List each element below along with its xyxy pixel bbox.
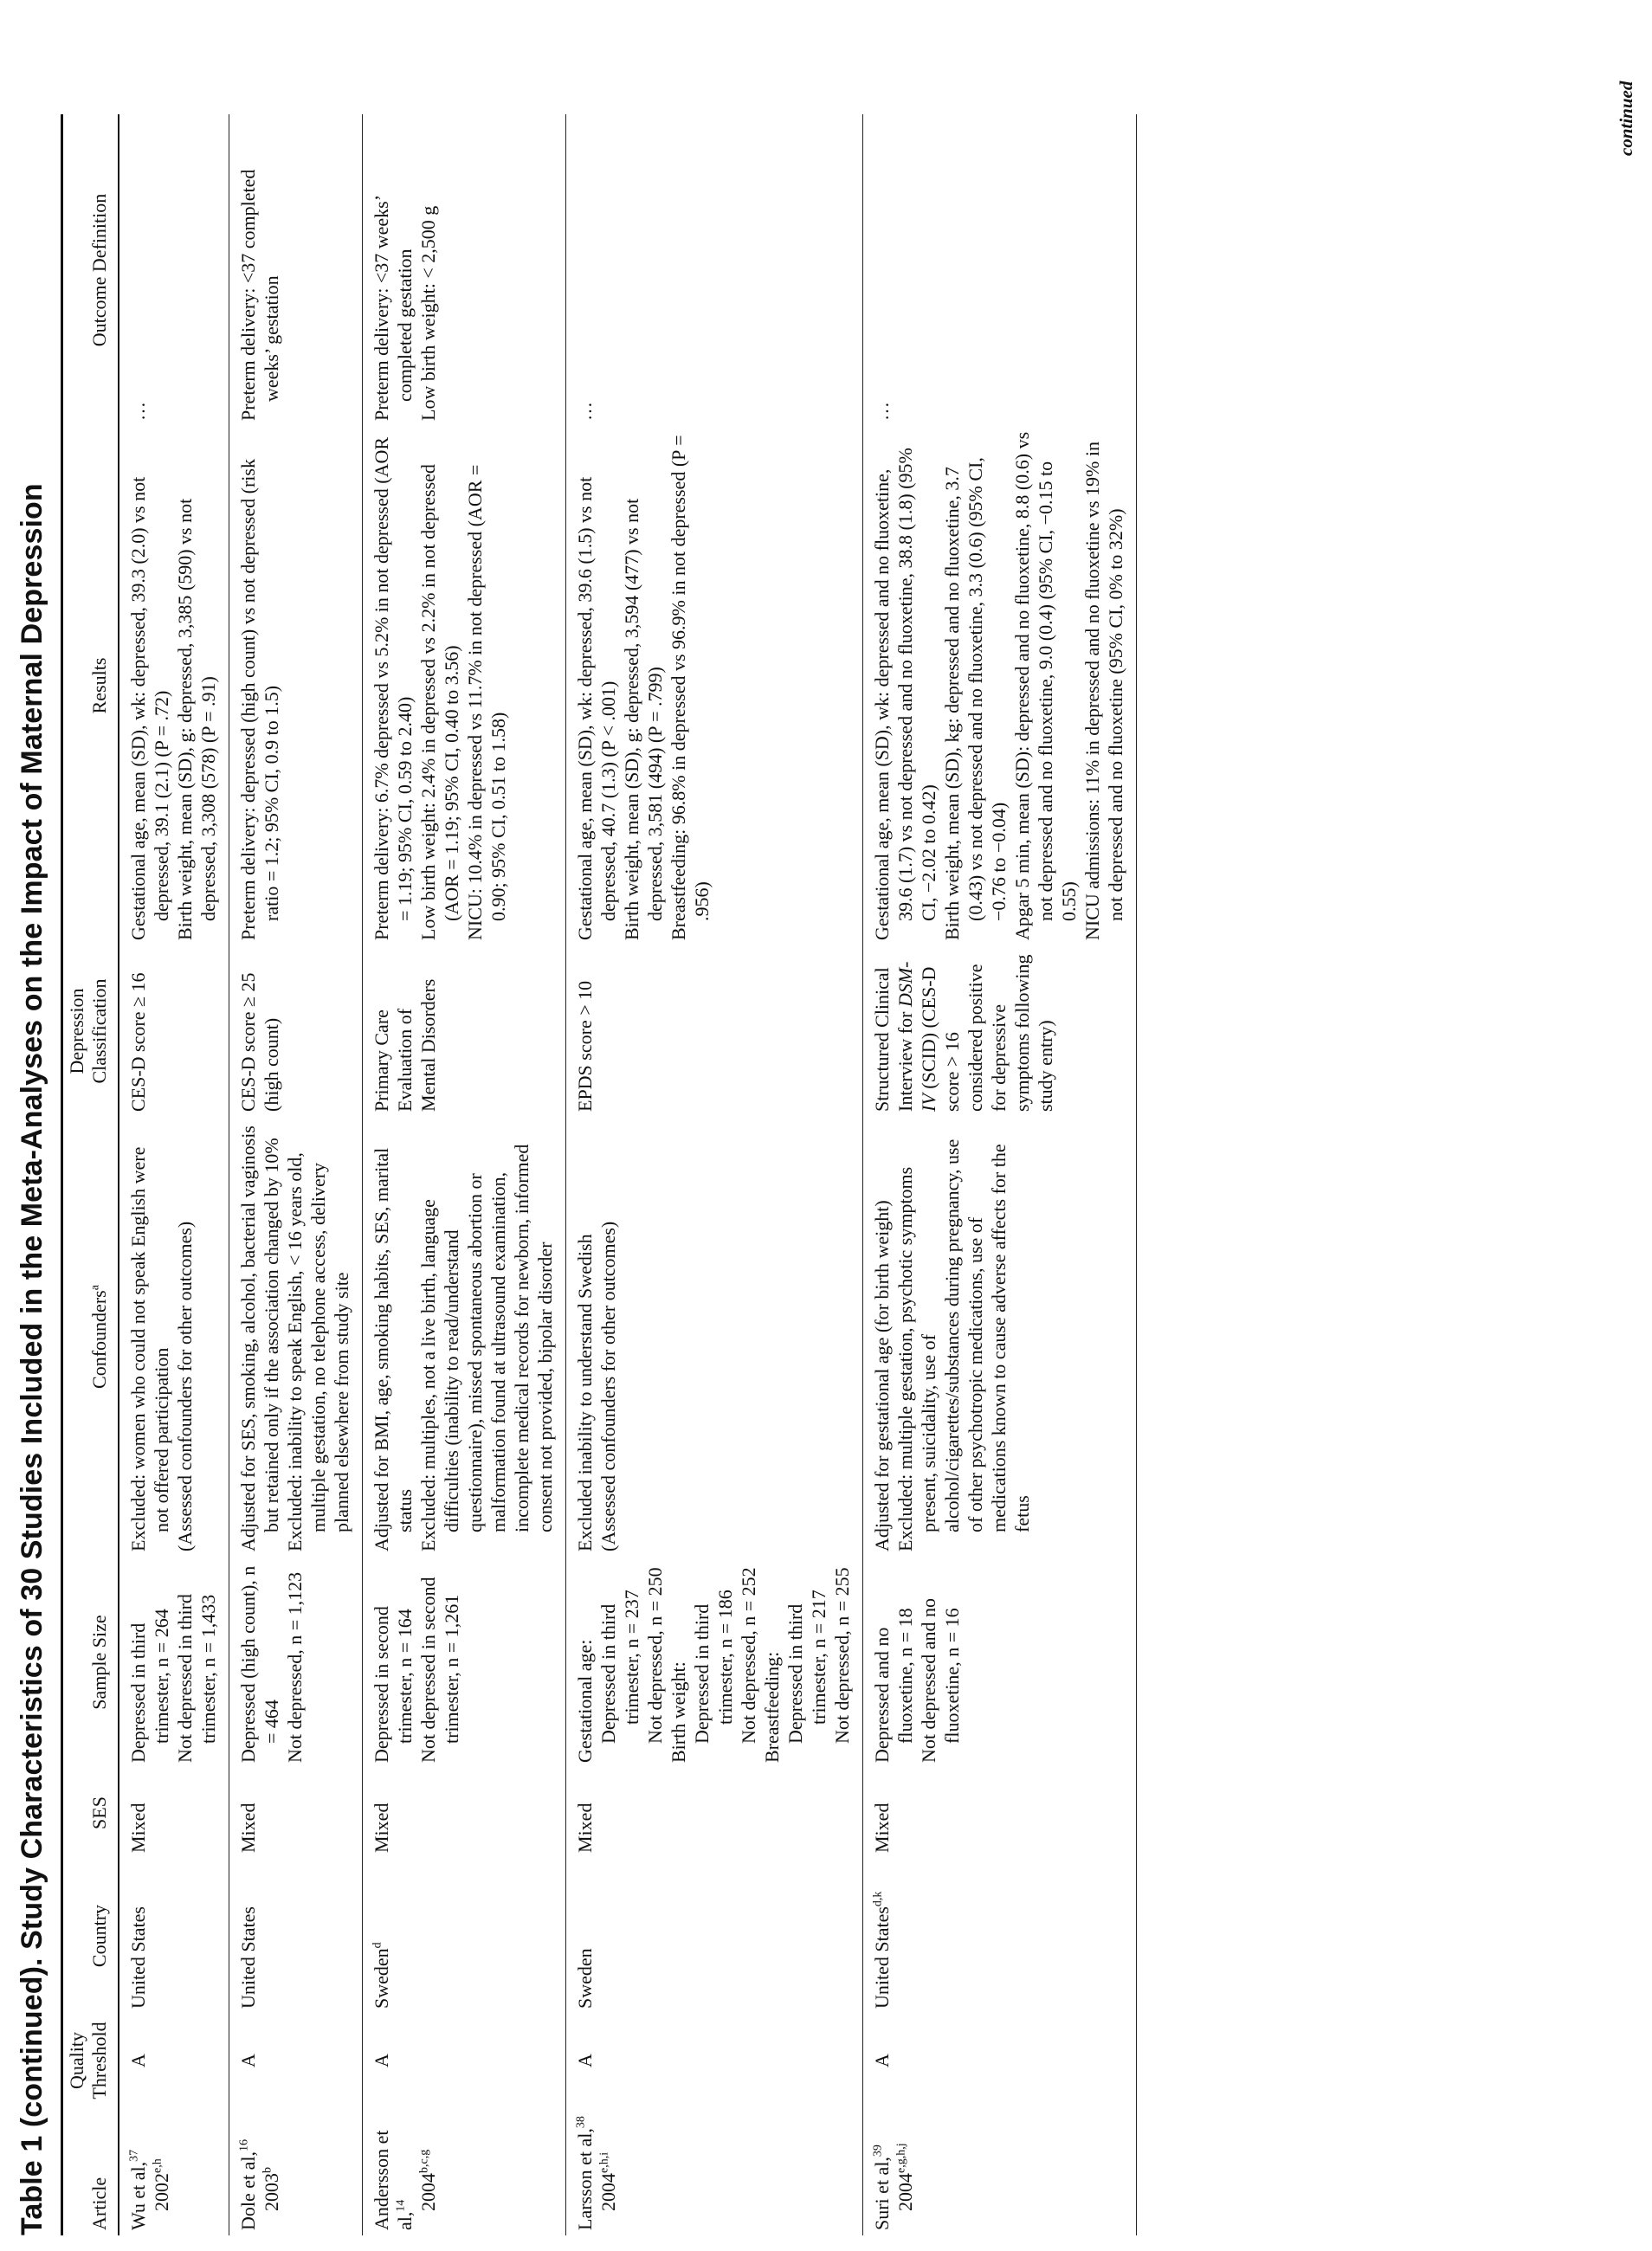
cell-ses (363, 1768, 566, 1858)
cell-ses (863, 1768, 1137, 1858)
result-line: Gestational age, mean (SD), wk: depressed, 39.3 (2.0) vs not depressed, 39.1 (2.1) (P = .72) (127, 476, 172, 940)
cell-ses (229, 1768, 363, 1858)
header-results: Results (64, 426, 119, 945)
quality-value: A (871, 2054, 893, 2067)
ses-value: Mixed (871, 1803, 893, 1853)
table-row (363, 114, 566, 2235)
sample-line: Depressed in third trimester, n = 237 (597, 1590, 642, 1744)
confounder-line: Adjusted for SES, smoking, alcohol, bacterial vaginosis but retained only if the association changed by 10% (237, 1126, 282, 1551)
cell-depression-classification (863, 945, 1137, 1117)
confounder-line: Excluded: multiples, not a live birth, language difficulties (inability to read/understand questionnaire), missed spontaneous abortion or malformation found at ultrasound examination, incomplete medical records for newborn, informed consent not provided, bipolar disorder (417, 1144, 556, 1551)
cell-article (566, 2107, 863, 2235)
country-value: Sweden (371, 1948, 392, 2009)
sample-group-label: Gestational age: (574, 1639, 596, 1763)
outcome-line: … (574, 402, 596, 421)
sample-group-label: Breastfeeding: (761, 1651, 783, 1763)
depression-text: CES-D score ≥ 25 (high count) (237, 972, 282, 1112)
quality-value: A (574, 2054, 596, 2067)
country-value: United States (127, 1906, 149, 2009)
sample-line: Depressed in second trimester, n = 164 (371, 1606, 416, 1763)
sample-line: Not depressed in third trimester, n = 1,433 (174, 1594, 219, 1763)
cell-article (863, 2107, 1137, 2235)
table-row (119, 114, 229, 2235)
article-author-text: Larsson et al, (574, 2128, 596, 2230)
result-line: Birth weight, mean (SD), g: depressed, 3,385 (590) vs not depressed, 3,308 (578) (P = .91) (174, 498, 219, 940)
sample-line: Depressed in third trimester, n = 186 (691, 1590, 736, 1744)
country-value: United States (237, 1906, 259, 2009)
cell-confounders (863, 1117, 1137, 1557)
cell-country (863, 1858, 1137, 2014)
confounder-line: Excluded: inability to speak English, < 16 years old, multiple gestation, no telephone access, delivery planned elsewhere from study site (284, 1152, 352, 1551)
table-row (566, 114, 863, 2235)
cell-quality-threshold (119, 2014, 229, 2107)
article-author-text: Wu et al, (127, 2161, 149, 2230)
article-author-text: Suri et al, (871, 2157, 893, 2230)
confounder-line: Adjusted for gestational age (for birth weight) (871, 1200, 893, 1551)
sample-line: Depressed and no fluoxetine, n = 18 (871, 1608, 916, 1763)
sample-group-label: Birth weight: (668, 1661, 689, 1763)
cell-results (566, 426, 863, 945)
cell-results (119, 426, 229, 945)
article-author-text: Dole et al, (237, 2151, 259, 2230)
header-confounders: Confounders$^a$ (64, 1117, 119, 1557)
article-footnote-marks: e,g,h,j (894, 2143, 908, 2173)
result-line: Preterm delivery: 6.7% depressed vs 5.2% in not depressed (AOR = 1.19; 95% CI, 0.59 to 2.40) (371, 436, 416, 940)
outcome-line: … (871, 402, 893, 421)
header-sample-size: Sample Size (64, 1557, 119, 1768)
confounder-line: Excluded inability to understand Swedish (574, 1234, 596, 1551)
article-footnote-marks: e,h (151, 2158, 165, 2173)
sample-line: Not depressed, n = 255 (831, 1567, 853, 1744)
cell-outcome-definition (566, 114, 863, 426)
sample-line: Not depressed, n = 250 (644, 1567, 666, 1744)
cell-outcome-definition (863, 114, 1137, 426)
cell-quality-threshold (566, 2014, 863, 2107)
cell-confounders (119, 1117, 229, 1557)
cell-confounders (566, 1117, 863, 1557)
article-footnote-marks: e,h,i (597, 2151, 611, 2173)
article-author-text: Andersson et al, (371, 2130, 416, 2230)
cell-ses (566, 1768, 863, 1858)
outcome-line: Preterm delivery: <37 weeks’ completed gestation (371, 196, 416, 421)
cell-confounders (363, 1117, 566, 1557)
cell-quality-threshold (229, 2014, 363, 2107)
cell-outcome-definition (363, 114, 566, 426)
cell-depression-classification (363, 945, 566, 1117)
article-footnote-marks: b,c,g (417, 2149, 431, 2173)
article-year (416, 2112, 440, 2230)
quality-value: A (237, 2054, 259, 2067)
cell-depression-classification (119, 945, 229, 1117)
table-row (863, 114, 1137, 2235)
article-author (126, 2112, 150, 2230)
sample-line: Depressed in third trimester, n = 264 (127, 1609, 172, 1763)
header-outcome-definition: Outcome Definition (64, 114, 119, 426)
header-depression-classification: Depression Classification (64, 945, 119, 1117)
result-line: Apgar 5 min, mean (SD): depressed and no fluoxetine, 8.8 (0.6) vs not depressed and no fluoxetine, 9.0 (0.4) (95% CI, −0.15 to 0.55) (1011, 431, 1080, 940)
cell-results (363, 426, 566, 945)
depression-text: DSM-IV (894, 961, 939, 1112)
cell-article (119, 2107, 229, 2235)
article-year-text: 2004 (597, 2173, 619, 2211)
ses-value: Mixed (237, 1803, 259, 1853)
depression-text: EPDS score > 10 (574, 980, 596, 1112)
confounder-line: Adjusted for BMI, age, smoking habits, SES, marital status (371, 1147, 416, 1551)
sample-line: Not depressed, n = 1,123 (284, 1571, 306, 1763)
article-year-text: 2002 (151, 2173, 172, 2211)
confounder-line: (Assessed confounders for other outcomes) (597, 1221, 619, 1551)
cell-article (229, 2107, 363, 2235)
cell-outcome-definition (119, 114, 229, 426)
result-line: Gestational age, mean (SD), wk: depressed, 39.6 (1.5) vs not depressed, 40.7 (1.3) (P < .001) (574, 476, 619, 940)
article-author (370, 2112, 416, 2230)
cell-results (863, 426, 1137, 945)
cell-outcome-definition (229, 114, 363, 426)
header-quality-threshold: Quality Threshold (64, 2014, 119, 2107)
ses-value: Mixed (574, 1803, 596, 1853)
sample-line: Not depressed and no fluoxetine, n = 16 (918, 1597, 963, 1763)
country-footnote-marks: d,k (871, 1891, 885, 1907)
article-footnote-marks: b (261, 2167, 274, 2173)
result-line: Birth weight, mean (SD), g: depressed, 3,594 (477) vs not depressed, 3,581 (494) (P = .799) (621, 498, 666, 940)
cell-sample-size (229, 1557, 363, 1768)
article-year-text: 2004 (894, 2173, 916, 2211)
result-line: Low birth weight: 2.4% in depressed vs 2.2% in not depressed (AOR = 1.19; 95% CI, 0.40 to 3.56) (417, 464, 462, 940)
cell-results (229, 426, 363, 945)
result-line: Gestational age, mean (SD), wk: depressed and no fluoxetine, 39.6 (1.7) vs not depressed and no fluoxetine, 38.8 (1.8) (95% CI, −2.02 to 0.42) (871, 448, 939, 940)
quality-value: A (127, 2054, 149, 2067)
depression-text: Structured Clinical Interview for (871, 967, 916, 1112)
outcome-line: Low birth weight: < 2,500 g (417, 205, 439, 421)
confounder-line: (Assessed confounders for other outcomes) (174, 1221, 196, 1551)
cell-depression-classification (229, 945, 363, 1117)
cell-depression-classification (566, 945, 863, 1117)
article-reference-number: 39 (871, 2145, 885, 2157)
cell-country (119, 1858, 229, 2014)
table-row (229, 114, 363, 2235)
header-article: Article (64, 2107, 119, 2235)
article-year (260, 2112, 283, 2230)
article-year (894, 2112, 917, 2230)
cell-article (363, 2107, 566, 2235)
cell-country (229, 1858, 363, 2014)
result-line: NICU: 10.4% in depressed vs 11.7% in not depressed (AOR = 0.90; 95% CI, 0.51 to 1.58) (464, 464, 509, 940)
country-value: Sweden (574, 1948, 596, 2009)
table-title-bar (9, 114, 63, 2235)
result-line: NICU admissions: 11% in depressed and no fluoxetine vs 19% in not depressed and no fluoxetine (95% CI, 0% to 32%) (1081, 442, 1126, 940)
article-author (573, 2112, 597, 2230)
article-year (150, 2112, 173, 2230)
article-year-text: 2004 (417, 2173, 439, 2211)
sample-line: Depressed (high count), n = 464 (237, 1565, 282, 1763)
header-ses: SES (64, 1768, 119, 1858)
result-line: Birth weight, mean (SD), kg: depressed and no fluoxetine, 3.7 (0.43) vs not depressed and no fluoxetine, 3.3 (0.6) (95% CI, −0.76 to −0.04) (941, 457, 1010, 940)
cell-quality-threshold (363, 2014, 566, 2107)
cell-sample-size (119, 1557, 229, 1768)
cell-sample-size (363, 1557, 566, 1768)
ses-value: Mixed (371, 1803, 392, 1853)
article-year (597, 2112, 620, 2230)
result-line: Preterm delivery: depressed (high count) vs not depressed (risk ratio = 1.2; 95% CI, 0.9 to 1.5) (237, 459, 282, 940)
quality-value: A (371, 2054, 392, 2067)
article-reference-number: 16 (237, 2138, 251, 2151)
sample-line: Not depressed, n = 252 (738, 1567, 759, 1744)
sample-line: Not depressed in second trimester, n = 1,261 (417, 1577, 462, 1763)
result-line: Breastfeeding: 96.8% in depressed vs 96.9% in not depressed (P = .956) (668, 435, 713, 940)
country-footnote-marks: d (371, 1942, 384, 1949)
outcome-line: Preterm delivery: <37 completed weeks’ gestation (237, 169, 282, 421)
cell-sample-size (566, 1557, 863, 1768)
cell-quality-threshold (863, 2014, 1137, 2107)
table-title: Table 1 (continued). Study Characteristics of 30 Studies Included in the Meta-Analyses on the Impact of Maternal Depression (16, 483, 48, 2235)
article-author (236, 2112, 260, 2230)
confounder-line: Excluded: multiple gestation, psychotic symptoms present, suicidality, use of alcohol/cigarettes/substances during pregnancy, use of other psychotropic medications, use of medications known to cause adverse affects for the fetus (894, 1138, 1033, 1551)
confounder-line: Excluded: women who could not speak English were not offered participation (127, 1146, 172, 1551)
article-reference-number: 14 (394, 2199, 408, 2212)
cell-sample-size (863, 1557, 1137, 1768)
header-country: Country (64, 1858, 119, 2014)
study-characteristics-table (64, 114, 1137, 2235)
outcome-line: … (127, 402, 149, 421)
ses-value: Mixed (127, 1803, 149, 1853)
country-value: United States (871, 1906, 893, 2009)
cell-confounders (229, 1117, 363, 1557)
article-reference-number: 38 (574, 2116, 588, 2129)
depression-text: CES-D score ≥ 16 (127, 972, 149, 1112)
depression-text: Primary Care Evaluation of Mental Disorders (371, 978, 439, 1112)
cell-country (363, 1858, 566, 2014)
header-row (64, 114, 119, 2235)
sample-line: Depressed in third trimester, n = 217 (784, 1590, 829, 1744)
cell-country (566, 1858, 863, 2014)
article-author (870, 2112, 894, 2230)
continued-label: continued (1616, 81, 1636, 156)
article-year-text: 2003 (261, 2173, 282, 2211)
depression-text: (SCID) (CES-D score > 16 considered positive for depressive symptoms following study entry) (918, 954, 1056, 1112)
article-reference-number: 37 (127, 2149, 141, 2162)
cell-ses (119, 1768, 229, 1858)
